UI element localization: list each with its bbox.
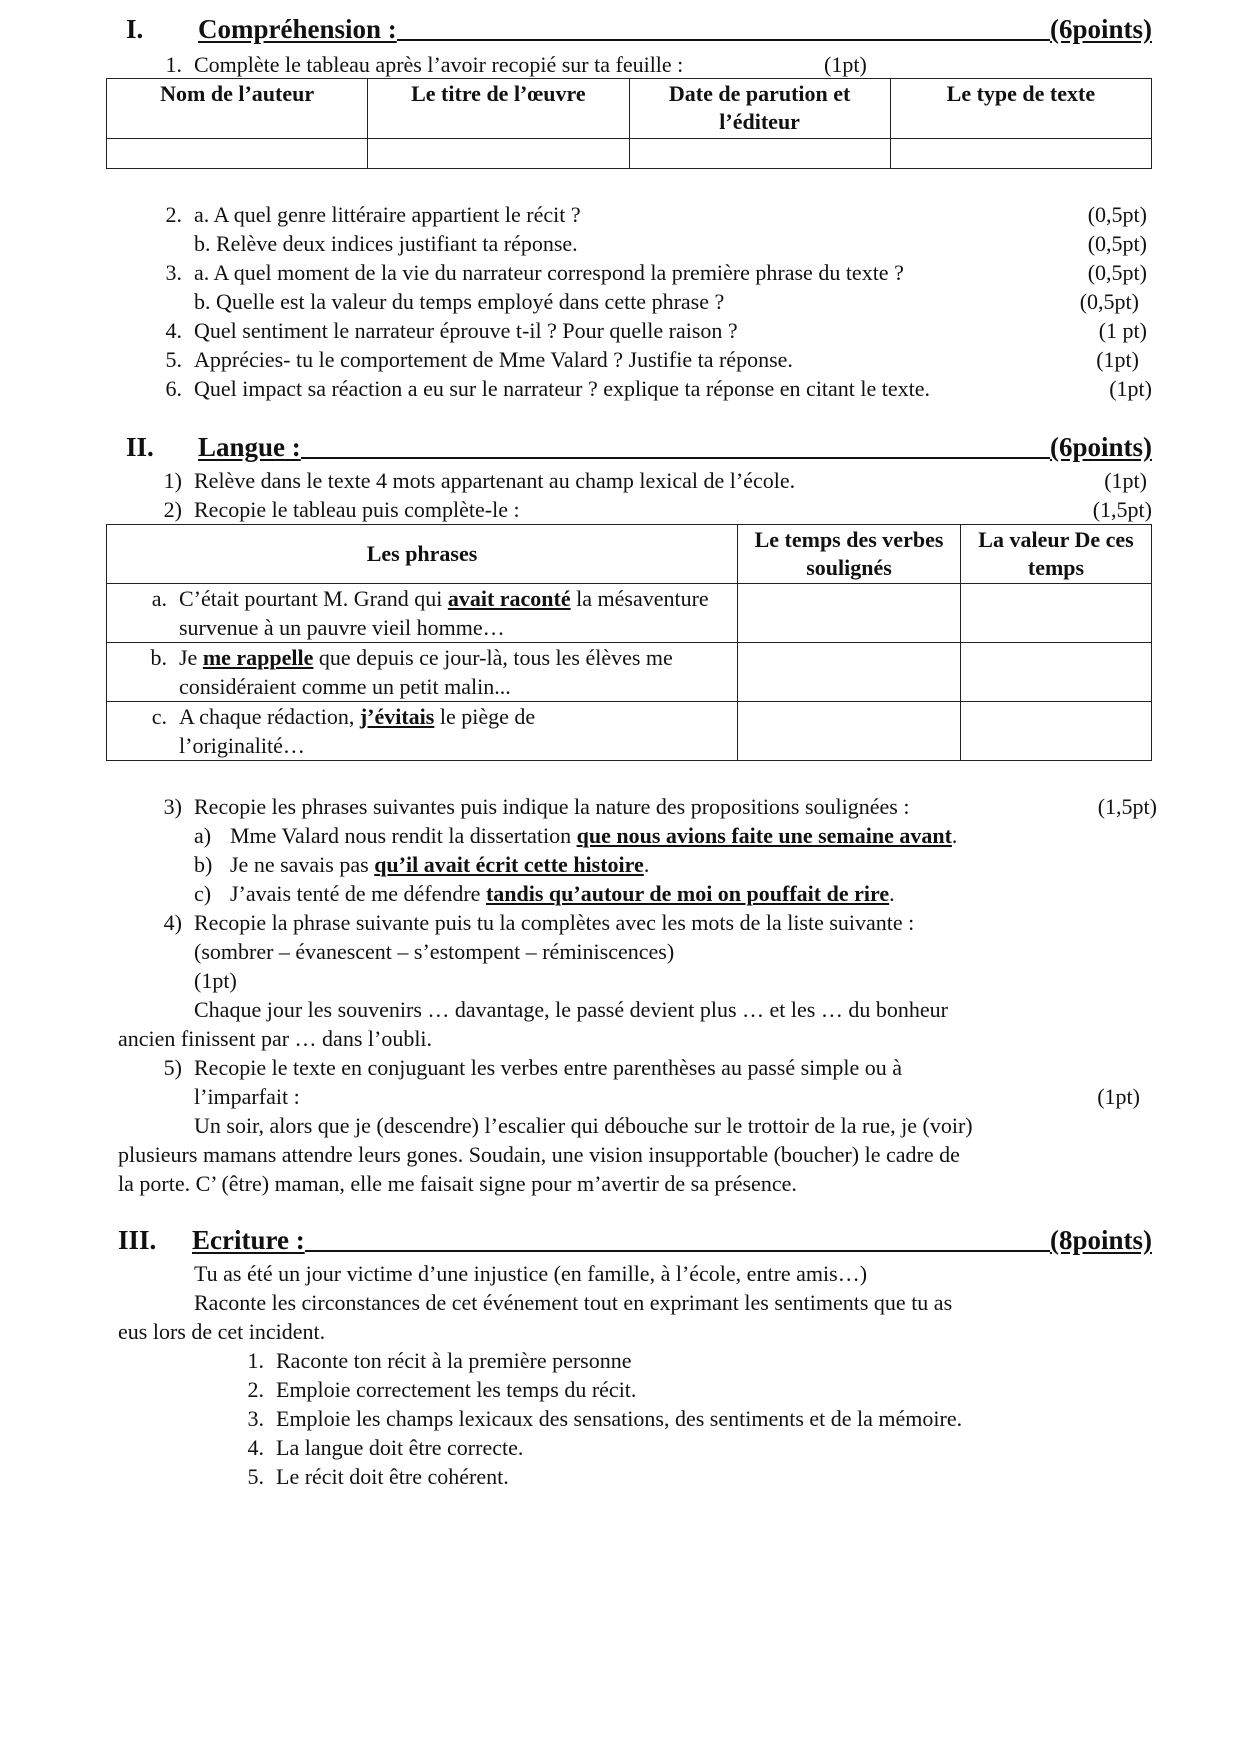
question-item: 5. Apprécies- tu le comportement de Mme Valard ? Justifie ta réponse. (1pt)	[165, 347, 1139, 372]
tense-table-header-phrases: Les phrases	[107, 525, 738, 584]
table-cell	[368, 139, 629, 169]
table-cell	[890, 139, 1151, 169]
question-2-5: 5) Recopie le texte en conjuguant les verbes entre parenthèses au passé simple ou à l’imparfait : (1pt) Un soir, alors que je (descendre) l’escalier qui débouche sur le trottoir de la rue, je (voir) plusieurs mamans attendre leurs gones. Soudain, une vision insupportable (boucher) le cadre de la porte. C’ (être) maman, elle me faisait signe pour m’avertir de sa présence.	[118, 1055, 1140, 1196]
section-1-questions	[152, 200, 1152, 403]
section-1-number: I.	[126, 14, 144, 44]
table-row: b. Je me rappelle que depuis ce jour-là, tous les élèves me considéraient comme un petit malin...	[107, 643, 1152, 702]
table-cell	[738, 584, 961, 643]
tense-table-header-tense: Le temps des verbes soulignés	[738, 525, 961, 584]
info-table	[106, 78, 1152, 169]
underlined-verb: me rappelle	[202, 645, 314, 670]
table-header-author: Nom de l’auteur	[107, 79, 368, 139]
table-row: c. A chaque rédaction, j’évitais le piège de l’originalité…	[107, 702, 1152, 761]
section-2-header	[126, 432, 1152, 463]
section-3-title: Ecriture :	[192, 1225, 305, 1255]
list-item: b) Je ne savais pas qu’il avait écrit cette histoire.	[194, 852, 650, 877]
section-3-body: Tu as été un jour victime d’une injustice (en famille, à l’école, entre amis…) Raconte les circonstances de cet événement tout en exprimant les sentiments que tu as eus lors de cet incident. 1. Raconte ton récit à la première personne 2. Emploie correctement les temps du récit. 3. Emploie les champs lexicaux des sensations, des sentiments et de la mémoire. 4. La langue doit être correcte. 5. Le récit doit être cohérent.	[118, 1259, 1152, 1491]
list-item: 1. Raconte ton récit à la première personne	[247, 1348, 632, 1373]
section-2-title: Langue :	[198, 432, 301, 462]
underlined-verb: j’évitais	[359, 704, 435, 729]
table-cell	[961, 584, 1152, 643]
underlined-verb: avait raconté	[447, 586, 571, 611]
question-item: 2. a. A quel genre littéraire appartient le récit ? (0,5pt)	[165, 202, 1147, 227]
table-header-date: Date de parution et l’éditeur	[629, 79, 890, 139]
question-item: b. Quelle est la valeur du temps employé dans cette phrase ? (0,5pt)	[194, 289, 1139, 314]
section-2-rule	[301, 456, 1050, 459]
question-item: b. Relève deux indices justifiant ta réponse. (0,5pt)	[194, 231, 1147, 256]
table-cell	[738, 643, 961, 702]
question-item: 1) Relève dans le texte 4 mots appartenant au champ lexical de l’école. (1pt)	[163, 468, 1147, 493]
question-item: 2) Recopie le tableau puis complète-le : (1,5pt)	[163, 497, 1152, 522]
table-row: a. C’était pourtant M. Grand qui avait raconté la mésaventure survenue à un pauvre vieil homme…	[107, 584, 1152, 643]
tense-table-header-value: La valeur De ces temps	[961, 525, 1152, 584]
question-2-4: 4) Recopie la phrase suivante puis tu la complètes avec les mots de la liste suivante : (sombrer – évanescent – s’estompent – réminiscences) (1pt) Chaque jour les souvenirs … davantage, le passé devient plus … et les … du bonheur ancien finissent par … dans l’oubli.	[118, 910, 948, 1051]
question-item: 3. a. A quel moment de la vie du narrateur correspond la première phrase du texte ? (0,5pt)	[165, 260, 1147, 285]
section-2-number: II.	[126, 432, 154, 462]
list-item: c) J’avais tenté de me défendre tandis qu’autour de moi on pouffait de rire.	[194, 881, 895, 906]
section-1-rule	[397, 38, 1050, 41]
question-1-1: 1. Complète le tableau après l’avoir recopié sur ta feuille : (1pt)	[165, 52, 867, 77]
table-header-title: Le titre de l’œuvre	[368, 79, 629, 139]
section-3-rule	[305, 1249, 1050, 1252]
list-item: a) Mme Valard nous rendit la dissertation que nous avions faite une semaine avant.	[194, 823, 958, 848]
question-2-3: 3) Recopie les phrases suivantes puis indique la nature des propositions soulignées : (1,5pt) a) Mme Valard nous rendit la dissertation que nous avions faite une semaine avant. b) Je ne savais pas qu’il avait écrit cette histoire. c) J’avais tenté de me défendre tandis qu’autour de moi on pouffait de rire.	[152, 792, 1152, 908]
list-item: 3. Emploie les champs lexicaux des sensations, des sentiments et de la mémoire.	[247, 1406, 963, 1431]
section-2-points: (6points)	[1049, 432, 1152, 462]
table-cell	[961, 702, 1152, 761]
question-item: 6. Quel impact sa réaction a eu sur le narrateur ? explique ta réponse en citant le texte. (1pt)	[165, 376, 1152, 401]
list-item: 5. Le récit doit être cohérent.	[247, 1464, 509, 1489]
section-1-points: (6points)	[1049, 14, 1152, 44]
table-cell	[738, 702, 961, 761]
section-3-number: III.	[118, 1225, 157, 1255]
section-3-header	[118, 1225, 1152, 1256]
table-cell	[629, 139, 890, 169]
section-1-header	[126, 14, 1152, 45]
list-item: 2. Emploie correctement les temps du récit.	[247, 1377, 637, 1402]
list-item: 4. La langue doit être correcte.	[247, 1435, 524, 1460]
table-cell	[107, 139, 368, 169]
question-item: 4. Quel sentiment le narrateur éprouve t-il ? Pour quelle raison ? (1 pt)	[165, 318, 1147, 343]
section-3-points: (8points)	[1049, 1225, 1152, 1255]
tense-table	[106, 524, 1152, 761]
table-header-type: Le type de texte	[890, 79, 1151, 139]
section-2-intro	[152, 466, 1152, 524]
section-1-title: Compréhension :	[198, 14, 397, 44]
table-cell	[961, 643, 1152, 702]
